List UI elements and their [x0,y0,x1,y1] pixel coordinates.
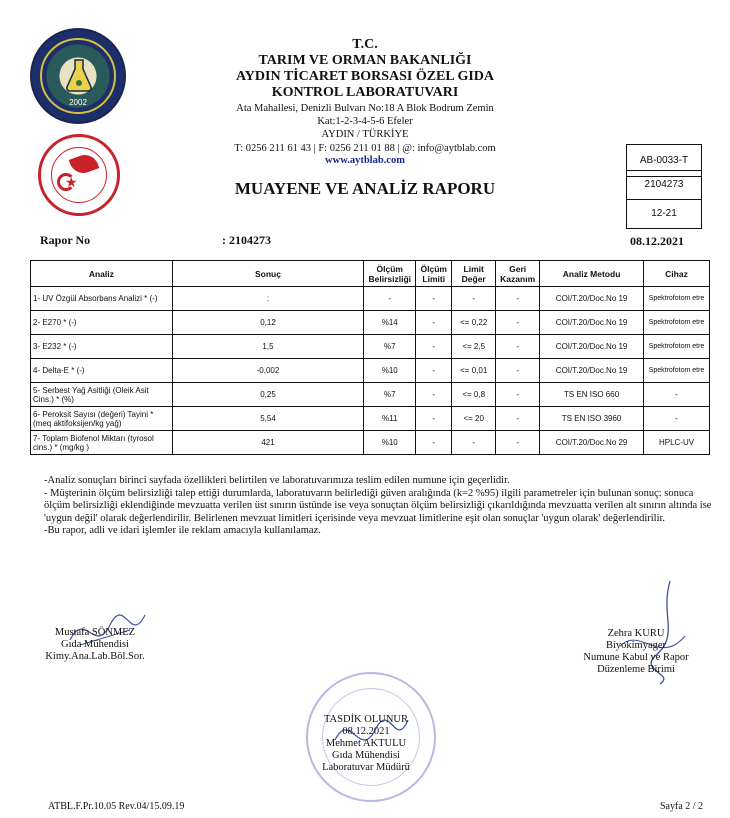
cell-limit-value: - [452,287,496,311]
cell-limit: - [416,287,452,311]
cell-uncertainty: %11 [364,407,416,431]
website-link[interactable]: www.aytblab.com [325,155,405,166]
cell-analysis: 3- E232 * (-) [31,335,173,359]
signer-unit: Kimy.Ana.Lab.Böl.Sor. [45,651,145,662]
cell-device: - [644,383,710,407]
cell-result: 421 [172,431,364,455]
cell-recovery: - [496,359,540,383]
cell-limit-value: <= 2,5 [452,335,496,359]
laboratory-logo [30,28,126,124]
note-2: - Müşterinin ölçüm belirsizliği talep ettiği durumlarda, laboratuvarın belirlediği güven aralığında (k=2 %95) ilgili parametreler için bulunan sonuç: sonuca ölçüm belirsizliği eklendiğinde mevzuatta verilen üst sınırın üstünde ise veya sonuçtan ölçüm belirsizliği çıkarıldığında mevzuatta verilen alt sınırın altında ise 'uygun değil' olarak değerlendirilir. Belirlenen mevzuat limitleri içerisinde veya mevzuat limitlerine eşit olan sonuçlar 'uygun olarak' değerlendirilir. [44,487,712,524]
cell-limit-value: <= 0,8 [452,383,496,407]
signer-name: Mehmet AKTULU [325,738,407,749]
cell-uncertainty: %14 [364,311,416,335]
signer-unit-2: Düzenleme Birimi [597,664,675,675]
cell-uncertainty: %10 [364,359,416,383]
cell-analysis: 5- Serbest Yağ Asitliği (Oleik Asit Cins.) * (%) [31,383,173,407]
col-header-method: Analiz Metodu [540,261,644,287]
cell-device: - [644,407,710,431]
flask-icon [66,58,92,92]
cell-analysis: 4- Delta-E * (-) [31,359,173,383]
cell-uncertainty: %10 [364,431,416,455]
report-number-box: 2104273 [626,170,702,200]
col-header-measurement-limit: Ölçüm Limiti [416,261,452,287]
cell-device: Spektrofotom etre [644,335,710,359]
cell-recovery: - [496,431,540,455]
col-header-analysis: Analiz [31,261,173,287]
page-number: Sayfa 2 / 2 [660,801,704,812]
table-header-row [31,261,710,287]
table-row [31,335,710,359]
cell-method: COI/T.20/Doc.No 19 [540,311,644,335]
address-line-3: AYDIN / TÜRKİYE [321,129,409,140]
signer-name: Zehra KURU [607,628,665,639]
signature-block-right [566,628,706,676]
cell-device: Spektrofotom etre [644,287,710,311]
cell-analysis: 1- UV Özgül Absorbans Analizi * (-) [31,287,173,311]
cell-method: COI/T.20/Doc.No 19 [540,359,644,383]
logo-year: 2002 [69,98,87,107]
address-line-2: Kat:1-2-3-4-5-6 Efeler [317,116,413,127]
cell-limit: - [416,311,452,335]
cell-result: -0,002 [172,359,364,383]
header-lab-name-2: KONTROL LABORATUVARI [271,85,459,100]
report-no-value: : 2104273 [222,233,271,247]
signature-block-approval [296,714,436,774]
cell-uncertainty: - [364,287,416,311]
cell-analysis: 7- Toplam Biofenol Miktarı (tyrosol cins.) * (mg/kg ) [31,431,173,455]
cell-uncertainty: %7 [364,383,416,407]
table-row [31,383,710,407]
cell-method: TS EN ISO 3960 [540,407,644,431]
signer-name: Mustafa SÖNMEZ [54,627,136,638]
cell-uncertainty: %7 [364,335,416,359]
cell-result: 0,25 [172,383,364,407]
col-header-device: Cihaz [644,261,710,287]
col-header-recovery: Geri Kazanım [496,261,540,287]
cell-recovery: - [496,407,540,431]
cell-recovery: - [496,335,540,359]
cell-limit: - [416,383,452,407]
cell-limit-value: <= 20 [452,407,496,431]
cell-analysis: 2- E270 * (-) [31,311,173,335]
col-header-result: Sonuç [172,261,364,287]
cell-limit: - [416,431,452,455]
results-table [30,260,710,455]
signer-unit: Laboratuvar Müdürü [322,762,410,773]
header-lab-name: AYDIN TİCARET BORSASI ÖZEL GIDA [235,69,495,84]
cell-method: COI/T.20/Doc.No 29 [540,431,644,455]
cell-limit-value: <= 0,22 [452,311,496,335]
table-row [31,431,710,455]
address-line-1: Ata Mahallesi, Denizli Bulvarı No:18 A Blok Bodrum Zemin [236,103,494,114]
report-date: 08.12.2021 [630,234,684,248]
note-3: -Bu rapor, adli ve idari işlemler ile reklam amacıyla kullanılamaz. [44,525,321,536]
cell-result: : [172,287,364,311]
col-header-uncertainty: Ölçüm Belirsizliği [364,261,416,287]
note-1: -Analiz sonuçları birinci sayfada özellikleri belirtilen ve laboratuvarımıza teslim edilen numune için geçerlidir. [44,475,510,486]
cell-method: TS EN ISO 660 [540,383,644,407]
cell-limit: - [416,407,452,431]
header-tc: T.C. [352,37,378,52]
notes-block [44,475,714,538]
cell-limit-value: - [452,431,496,455]
cell-limit: - [416,335,452,359]
cell-method: COI/T.20/Doc.No 19 [540,287,644,311]
col-header-limit-value: Limit Değer [452,261,496,287]
cell-device: Spektrofotom etre [644,359,710,383]
approval-date: 08.12.2021 [342,726,390,737]
form-reference: ATBL.F.Pr.10.05 Rev.04/15.09.19 [48,801,185,812]
report-no-label: Rapor No [40,233,91,247]
cell-result: 5,54 [172,407,364,431]
table-row [31,311,710,335]
form-code-box: AB-0033-T [626,144,702,177]
cell-result: 0,12 [172,311,364,335]
cell-limit-value: <= 0,01 [452,359,496,383]
cell-device: Spektrofotom etre [644,311,710,335]
cell-recovery: - [496,287,540,311]
signature-block-left [30,627,160,663]
signer-title: Gıda Mühendisi [61,639,129,650]
cell-device: HPLC-UV [644,431,710,455]
signer-title: Gıda Mühendisi [332,750,400,761]
month-year-box: 12-21 [626,199,702,229]
ministry-logo [38,134,120,216]
cell-recovery: - [496,383,540,407]
cell-method: COI/T.20/Doc.No 19 [540,335,644,359]
signer-title: Biyokimyager [605,640,667,651]
approval-label: TASDİK OLUNUR [323,714,409,725]
header-ministry: TARIM VE ORMAN BAKANLIĞI [258,53,472,68]
cell-limit: - [416,359,452,383]
table-row [31,359,710,383]
star-icon: ★ [65,175,78,191]
table-row [31,287,710,311]
signer-unit: Numune Kabul ve Rapor [583,652,689,663]
contact-line: T: 0256 211 61 43 | F: 0256 211 01 88 | @: info@aytblab.com [234,143,496,154]
table-row [31,407,710,431]
cell-recovery: - [496,311,540,335]
report-title: MUAYENE VE ANALİZ RAPORU [234,179,496,198]
cell-result: 1,5 [172,335,364,359]
cell-analysis: 6- Peroksit Sayısı (değeri) Tayini * (meq aktifoksijen/kg yağ) [31,407,173,431]
